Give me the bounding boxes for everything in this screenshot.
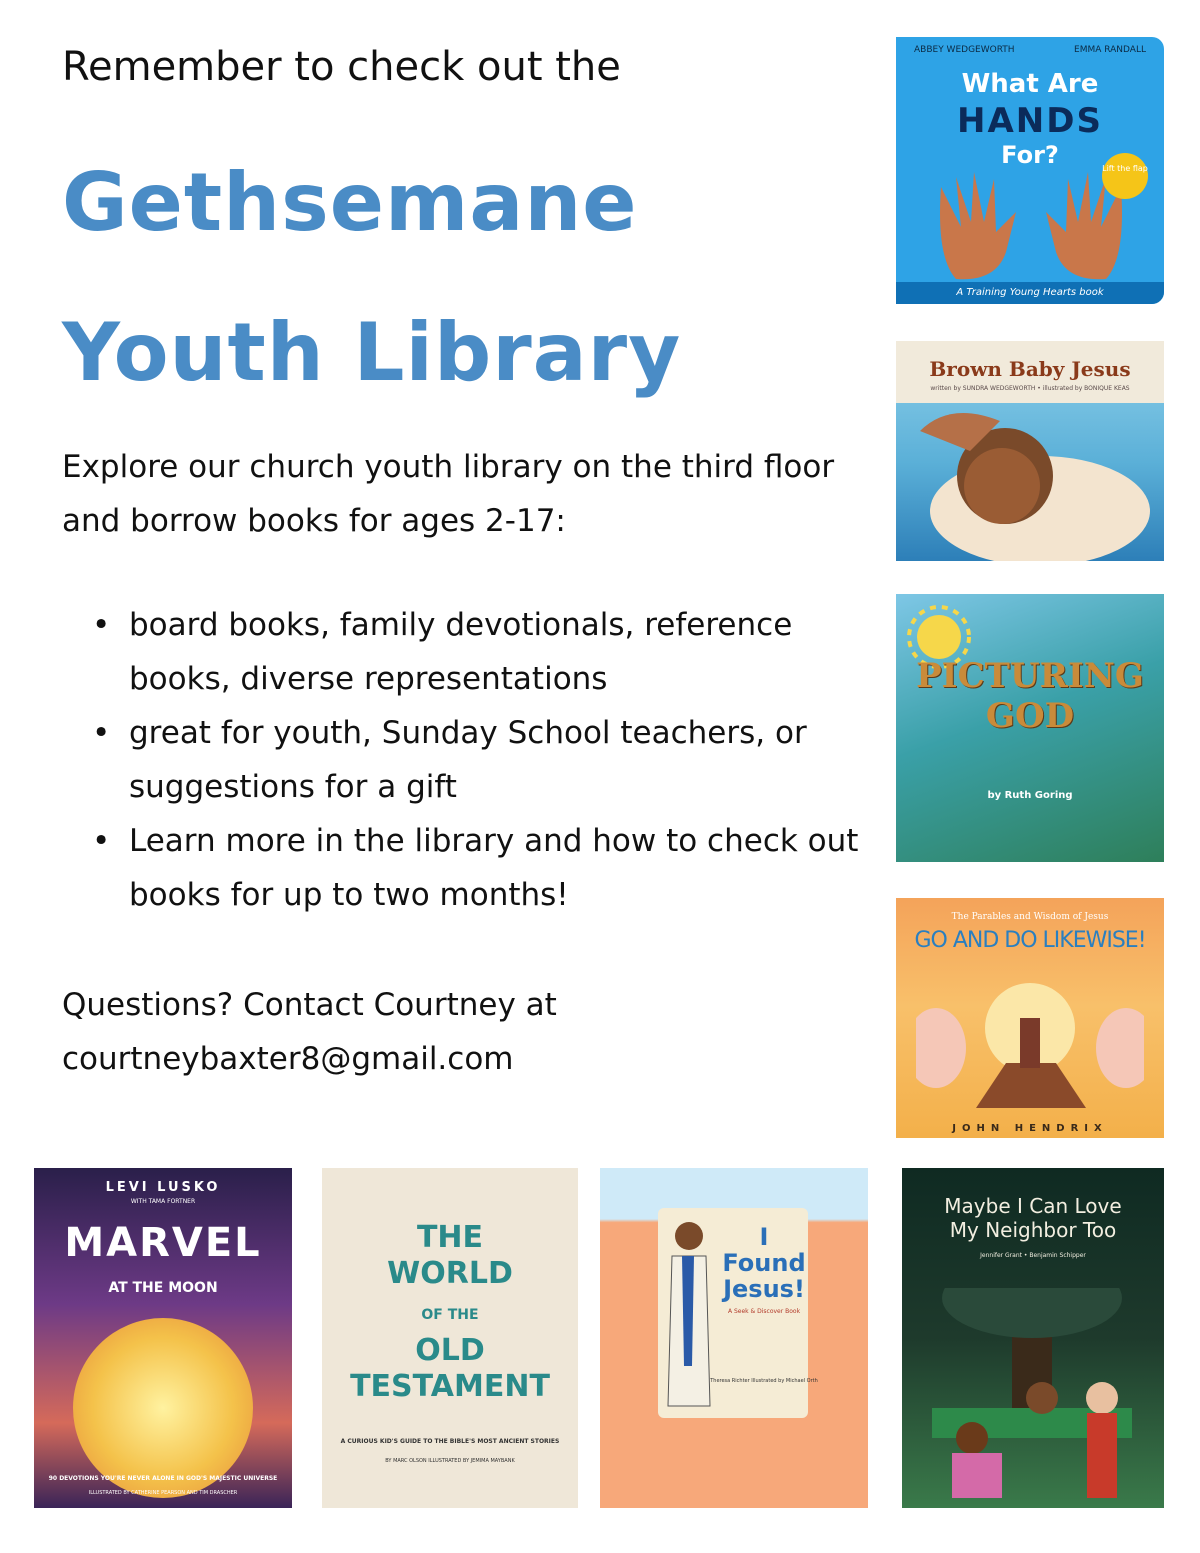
cover-kicker: The Parables and Wisdom of Jesus — [951, 912, 1109, 922]
cover-title: MARVEL — [64, 1220, 262, 1266]
cover-title — [896, 656, 1164, 736]
book-cover-world-of-the-old-testament — [322, 1168, 578, 1508]
cover-title-3: Jesus! — [723, 1275, 805, 1303]
cover-author: LEVI LUSKO — [105, 1180, 221, 1195]
cover-title — [902, 1194, 1164, 1242]
cover-tagline: 90 DEVOTIONS YOU'RE NEVER ALONE IN GOD'S MAJESTIC UNIVERSE — [48, 1475, 278, 1482]
cover-title: GO AND DO LIKEWISE! — [914, 928, 1146, 953]
cover-title-2: GOD — [985, 696, 1075, 736]
cover-title-3: OF THE — [421, 1307, 479, 1323]
cover-credits: Theresa Richter Illustrated by Michael Orth — [710, 1378, 818, 1384]
cover-credits: ILLUSTRATED BY CATHERINE PEARSON AND TIM DRASCHER — [88, 1490, 238, 1496]
cover-title-2: My Neighbor Too — [949, 1218, 1117, 1242]
cover-title-2: Found — [722, 1249, 806, 1277]
title-line-2: Youth Library — [62, 306, 682, 399]
cover-credits: Jennifer Grant • Benjamin Schipper — [980, 1252, 1086, 1259]
cover-title-2: WORLD — [387, 1256, 513, 1291]
cover-title-1: Maybe I Can Love — [944, 1194, 1122, 1218]
cover-title-3: For? — [1001, 141, 1059, 169]
lift-the-flap-badge: Lift the flap — [1102, 153, 1148, 199]
book-cover-picturing-god — [896, 594, 1164, 862]
baby-illustration — [910, 401, 1160, 561]
cover-subtitle: A Seek & Discover Book — [727, 1308, 801, 1315]
parable-illustration — [916, 968, 1144, 1118]
contact-text: Questions? Contact Courtney at — [62, 987, 557, 1023]
cover-coauthor: WITH TAMA FORTNER — [130, 1198, 196, 1205]
cover-credits: written by SUNDRA WEDGEWORTH • illustrated by BONIQUE KEAS — [930, 385, 1130, 392]
cover-title-1: PICTURING — [916, 656, 1144, 696]
cover-title — [600, 1224, 868, 1302]
cover-title-1: THE — [416, 1220, 484, 1255]
book-cover-maybe-i-can-love-my-neighbor-too — [902, 1168, 1164, 1508]
book-cover-go-and-do-likewise — [896, 898, 1164, 1138]
neighbors-illustration — [922, 1288, 1144, 1498]
moon-illustration — [73, 1318, 253, 1498]
explore-paragraph: Explore our church youth library on the third floor and borrow books for ages 2-17: — [62, 449, 835, 539]
feature-item: • Learn more in the library and how to check out books for up to two months! — [92, 814, 882, 922]
hands-illustration — [936, 167, 1126, 282]
contact-email: courtneybaxter8@gmail.com — [62, 1041, 514, 1077]
cover-title: Brown Baby Jesus — [929, 357, 1131, 381]
cover-subtitle: A CURIOUS KID'S GUIDE TO THE BIBLE'S MOST ANCIENT STORIES — [340, 1438, 560, 1445]
cover-title-1: I — [759, 1223, 769, 1251]
book-cover-brown-baby-jesus — [896, 341, 1164, 561]
book-cover-i-found-jesus — [600, 1168, 868, 1508]
title-line-1: Gethsemane — [62, 156, 638, 249]
cover-byline: by Ruth Goring — [987, 790, 1073, 801]
cover-title-1: What Are — [961, 69, 1099, 99]
cover-title — [322, 1220, 578, 1405]
feature-list — [92, 598, 882, 922]
feature-item: • great for youth, Sunday School teachers, or suggestions for a gift — [92, 706, 882, 814]
cover-subtitle: AT THE MOON — [108, 1280, 218, 1296]
illustrator: EMMA RANDALL — [1074, 45, 1146, 55]
series-band: A Training Young Hearts book — [896, 282, 1164, 304]
cover-title-2: HANDS — [957, 101, 1103, 141]
book-cover-marvel-at-the-moon — [34, 1168, 292, 1508]
credits — [896, 45, 1164, 55]
cover-title-4: OLD — [415, 1333, 485, 1368]
library-title — [62, 128, 681, 428]
book-cover-what-are-hands-for — [896, 37, 1164, 304]
contact-block — [62, 978, 557, 1086]
cover-credits: BY MARC OLSON ILLUSTRATED BY JEMIMA MAYBANK — [385, 1458, 515, 1464]
author: ABBEY WEDGEWORTH — [914, 45, 1015, 55]
cover-title-5: TESTAMENT — [350, 1369, 550, 1404]
feature-item: • board books, family devotionals, reference books, diverse representations — [92, 598, 882, 706]
cover-author: JOHN HENDRIX — [952, 1123, 1108, 1134]
intro-text: Remember to check out the — [62, 44, 621, 90]
